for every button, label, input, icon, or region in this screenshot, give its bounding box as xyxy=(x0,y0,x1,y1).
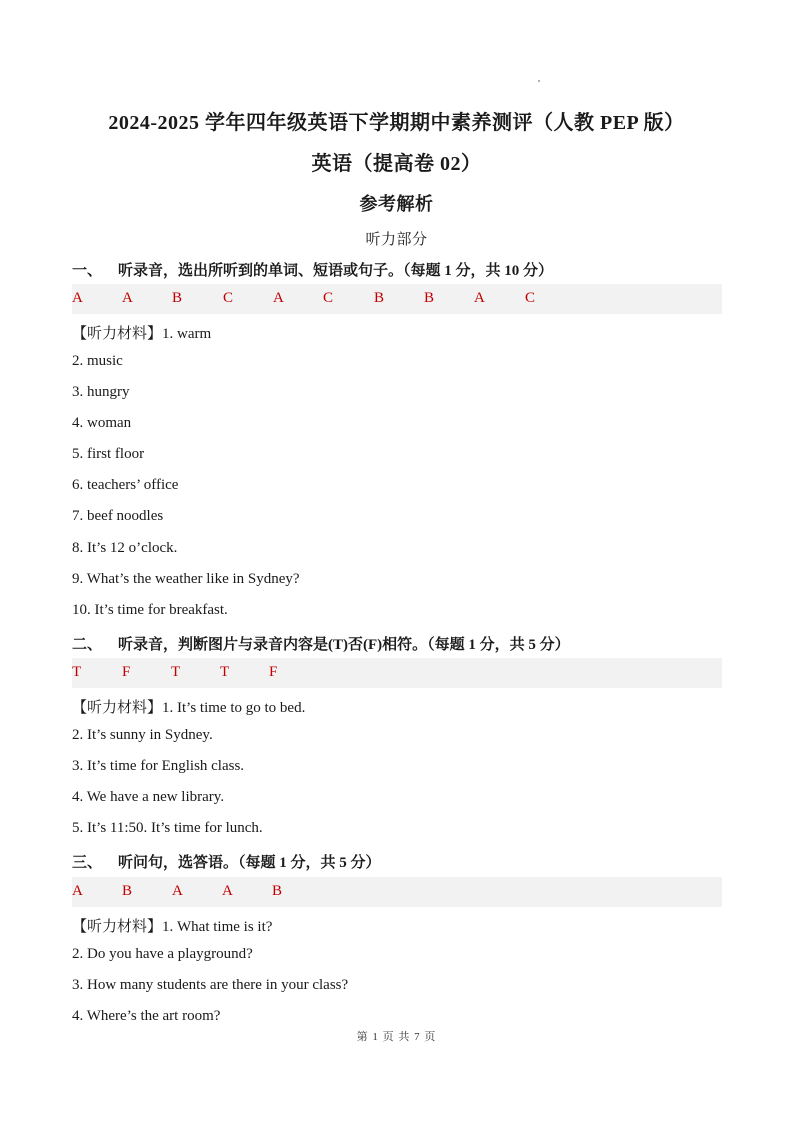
material-line: 2. music xyxy=(72,353,123,369)
answer: T xyxy=(171,664,181,680)
material-line: 【听力材料】1. What time is it? xyxy=(72,919,273,935)
answer: F xyxy=(122,664,131,680)
material-line: 6. teachers’ office xyxy=(72,477,179,493)
material-label: 【听力材料】 xyxy=(72,919,163,935)
material-line: 4. Where’s the art room? xyxy=(72,1008,221,1024)
part-title: 听力部分 xyxy=(365,232,428,248)
answer: B xyxy=(374,290,385,306)
material-line: 5. first floor xyxy=(72,446,145,462)
answer: B xyxy=(424,290,435,306)
answer: A xyxy=(474,290,485,306)
answer: C xyxy=(223,290,234,306)
answer: T xyxy=(72,664,82,680)
answer: A xyxy=(72,290,83,306)
material-line: 2. Do you have a playground? xyxy=(72,946,253,962)
answer: C xyxy=(323,290,334,306)
material-line: 【听力材料】1. warm xyxy=(72,326,212,342)
section-2-answer-bar xyxy=(72,658,722,688)
material-label: 【听力材料】 xyxy=(72,700,163,716)
document-title: 2024-2025 学年四年级英语下学期期中素养测评（人教 PEP 版） xyxy=(108,112,685,134)
answer: B xyxy=(172,290,183,306)
material-line: 2. It’s sunny in Sydney. xyxy=(72,727,213,743)
section-1-answer-bar xyxy=(72,284,722,314)
section-3-heading xyxy=(72,851,381,872)
answer: F xyxy=(269,664,278,680)
answer: C xyxy=(525,290,536,306)
answer: A xyxy=(122,290,133,306)
material-line: 4. We have a new library. xyxy=(72,789,225,805)
answer: A xyxy=(172,883,183,899)
material-line: 【听力材料】1. It’s time to go to bed. xyxy=(72,700,306,716)
section-3-number: 三、 xyxy=(72,855,103,871)
section-3-answer-bar xyxy=(72,877,722,907)
page-mark xyxy=(538,80,540,82)
material-line: 5. It’s 11:50. It’s time for lunch. xyxy=(72,820,263,836)
document-subtitle: 英语（提高卷 02） xyxy=(311,153,482,175)
material-line: 3. It’s time for English class. xyxy=(72,758,245,774)
answer: A xyxy=(222,883,233,899)
answer: T xyxy=(220,664,230,680)
material-line: 3. How many students are there in your class? xyxy=(72,977,349,993)
section-1-number: 一、 xyxy=(72,263,103,279)
section-1-instruction: 听录音，选出所听到的单词、短语或句子。（每题 1 分，共 10 分） xyxy=(118,263,554,279)
section-2-number: 二、 xyxy=(72,637,103,653)
answer: A xyxy=(72,883,83,899)
material-line: 9. What’s the weather like in Sydney? xyxy=(72,571,300,587)
material-line: 8. It’s 12 o’clock. xyxy=(72,540,178,556)
section-title: 参考解析 xyxy=(359,194,434,214)
section-2-instruction: 听录音，判断图片与录音内容是(T)否(F)相符。（每题 1 分，共 5 分） xyxy=(118,637,570,653)
material-line: 3. hungry xyxy=(72,384,130,400)
section-3-instruction: 听问句，选答语。（每题 1 分，共 5 分） xyxy=(118,855,381,871)
answer: B xyxy=(272,883,283,899)
material-label: 【听力材料】 xyxy=(72,326,163,342)
answer: B xyxy=(122,883,133,899)
material-line: 10. It’s time for breakfast. xyxy=(72,602,228,618)
section-1-heading xyxy=(72,259,553,280)
answer: A xyxy=(273,290,284,306)
page-footer: 第 1 页 共 7 页 xyxy=(356,1031,437,1043)
material-line: 7. beef noodles xyxy=(72,508,164,524)
section-2-heading xyxy=(72,633,570,654)
material-line: 4. woman xyxy=(72,415,132,431)
